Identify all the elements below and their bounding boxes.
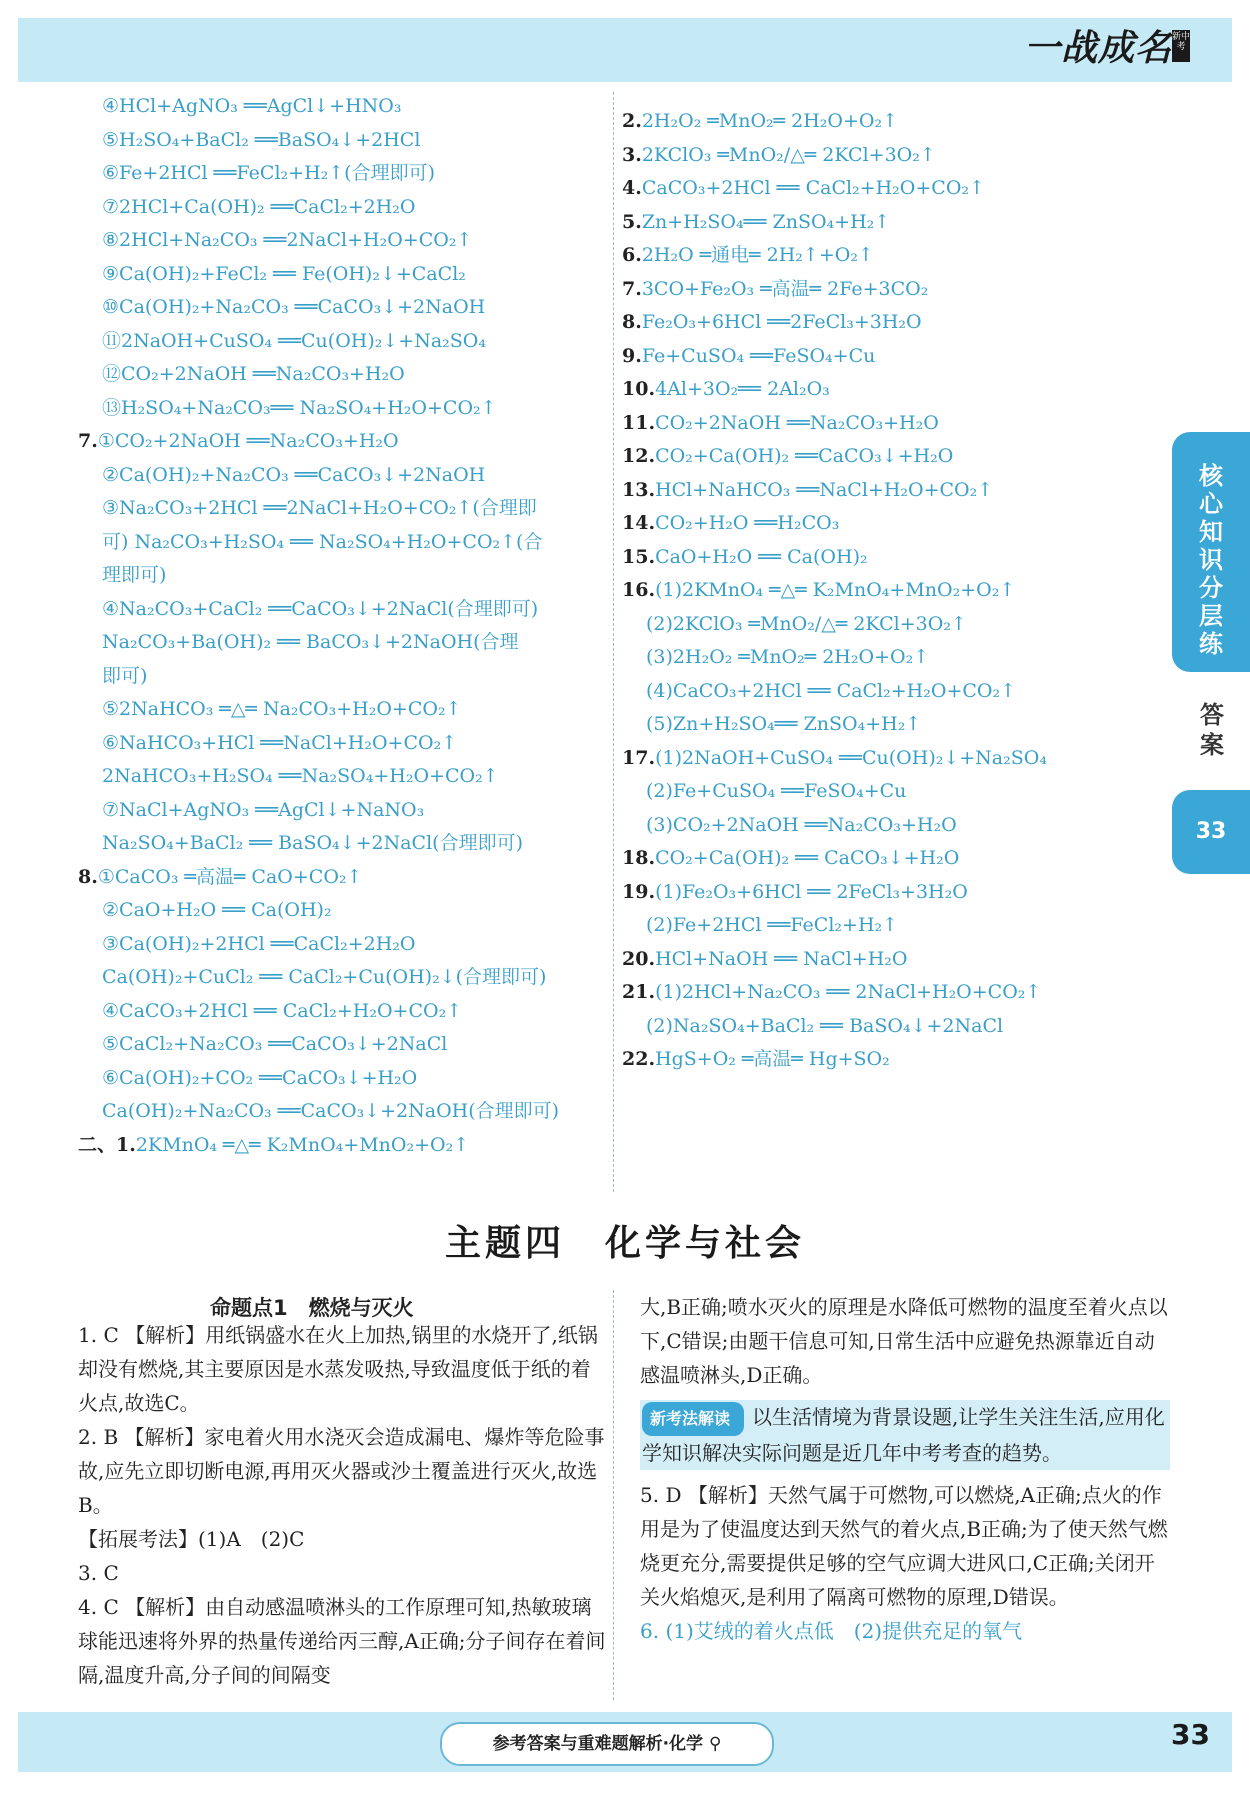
question-number: 8. — [622, 311, 642, 333]
answer-line — [78, 1129, 559, 1163]
section-title: 主题四 化学与社会 — [444, 1223, 805, 1264]
answer-line — [78, 191, 559, 225]
answer-line — [78, 157, 559, 191]
equation-text: Zn+H₂SO₄══ ZnSO₄+H₂↑ — [641, 210, 891, 233]
side-tab-core-practice[interactable] — [1172, 432, 1250, 672]
answer-line — [78, 894, 559, 928]
answer-line — [78, 760, 559, 794]
explanation-paragraph: 4. C 【解析】由自动感温喷淋头的工作原理可知,热敏玻璃球能迅速将外界的热量传递给丙三醇,A正确;分子间存在着间隔,温度升高,分子间的间隔变 — [78, 1595, 606, 1687]
answer-line — [78, 928, 559, 962]
answer-line — [622, 708, 1047, 742]
answer-line — [622, 172, 1047, 206]
question-number: 11. — [622, 411, 656, 434]
equation-text: Ca(OH)₂+CuCl₂ ══ CaCl₂+Cu(OH)₂↓(合理即可) — [102, 966, 547, 988]
answer-line — [622, 440, 1047, 474]
answer-line — [622, 675, 1047, 709]
column-divider — [613, 92, 614, 1192]
equation-text: ⑧2HCl+Na₂CO₃ ══2NaCl+H₂O+CO₂↑ — [102, 229, 473, 251]
answer-line — [78, 124, 559, 158]
answer-line — [78, 827, 559, 861]
question-number: 二、1. — [78, 1133, 136, 1156]
question-number: 2. — [622, 110, 642, 132]
equation-text: CO₂+2NaOH ══Na₂CO₃+H₂O — [655, 411, 939, 434]
equation-text: (2)2KClO₃ ═MnO₂/△═ 2KCl+3O₂↑ — [646, 612, 967, 635]
equation-text: ①CaCO₃ ═高温═ CaO+CO₂↑ — [97, 865, 363, 888]
question-number: 4. — [622, 177, 642, 199]
left-explanations — [78, 1318, 608, 1692]
left-answer-column — [78, 90, 559, 1162]
equation-text: ②Ca(OH)₂+Na₂CO₃ ══CaCO₃↓+2NaOH — [102, 463, 486, 486]
equation-text: CO₂+Ca(OH)₂ ══CaCO₃↓+H₂O — [655, 445, 954, 467]
explanation-4-cont: 大,B正确;喷水灭火的原理是水降低可燃物的温度至着火点以下,C错误;由题干信息可知,日常生活中应避免热源靠近自动感温喷淋头,D正确。 — [640, 1295, 1168, 1387]
equation-text: ⑤H₂SO₄+BaCl₂ ══BaSO₄↓+2HCl — [102, 128, 421, 151]
trend-tag: 新考法解读 — [642, 1402, 744, 1436]
equation-text: (1)2KMnO₄ ═△═ K₂MnO₄+MnO₂+O₂↑ — [655, 579, 1016, 601]
equation-text: Ca(OH)₂+Na₂CO₃ ══CaCO₃↓+2NaOH(合理即可) — [102, 1100, 560, 1122]
equation-text: ⑦2HCl+Ca(OH)₂ ══CaCl₂+2H₂O — [102, 195, 416, 218]
column-divider-lower — [613, 1290, 614, 1700]
equation-text: (1)Fe₂O₃+6HCl ══ 2FeCl₃+3H₂O — [655, 880, 968, 903]
equation-text: ⑥NaHCO₃+HCl ══NaCl+H₂O+CO₂↑ — [102, 731, 458, 754]
answer-line — [622, 976, 1047, 1010]
explanation-paragraph: 2. B 【解析】家电着火用水浇灭会造成漏电、爆炸等危险事故,应先立即切断电源,再用灭火器或沙土覆盖进行灭火,故选B。 — [78, 1425, 605, 1517]
equation-text: Fe+CuSO₄ ══FeSO₄+Cu — [641, 344, 876, 367]
equation-text: ⑥Fe+2HCl ══FeCl₂+H₂↑(合理即可) — [102, 162, 436, 184]
question-number: 9. — [622, 344, 642, 367]
answer-line — [78, 693, 559, 727]
equation-text: (4)CaCO₃+2HCl ══ CaCl₂+H₂O+CO₂↑ — [646, 679, 1017, 702]
equation-text: ⑤CaCl₂+Na₂CO₃ ══CaCO₃↓+2NaCl — [102, 1033, 448, 1055]
question-number: 12. — [622, 445, 656, 467]
equation-text: ⑤2NaHCO₃ ═△═ Na₂CO₃+H₂O+CO₂↑ — [102, 698, 462, 720]
search-icon: ⚲ — [708, 1734, 722, 1754]
question-number: 22. — [622, 1048, 656, 1070]
equation-text: 可) Na₂CO₃+H₂SO₄ ══ Na₂SO₄+H₂O+CO₂↑(合 — [102, 530, 543, 553]
answer-line — [78, 794, 559, 828]
question-number: 19. — [622, 880, 656, 903]
equation-text: ④Na₂CO₃+CaCl₂ ══CaCO₃↓+2NaCl(合理即可) — [102, 597, 539, 620]
answer-line — [78, 593, 559, 627]
equation-text: ④HCl+AgNO₃ ══AgCl↓+HNO₃ — [102, 95, 402, 117]
answer-line — [78, 325, 559, 359]
equation-text: ①CO₂+2NaOH ══Na₂CO₃+H₂O — [97, 430, 399, 452]
equation-text: 2H₂O₂ ═MnO₂═ 2H₂O+O₂↑ — [641, 110, 899, 132]
equation-text: CaO+H₂O ══ Ca(OH)₂ — [655, 545, 868, 568]
equation-text: ②CaO+H₂O ══ Ca(OH)₂ — [102, 899, 332, 921]
question-number: 15. — [622, 545, 656, 568]
equation-text: ③Ca(OH)₂+2HCl ══CaCl₂+2H₂O — [102, 932, 416, 955]
equation-text: (1)2HCl+Na₂CO₃ ══ 2NaCl+H₂O+CO₂↑ — [655, 981, 1042, 1003]
trend-note — [640, 1400, 1170, 1470]
equation-text: CaCO₃+2HCl ══ CaCl₂+H₂O+CO₂↑ — [641, 177, 985, 199]
equation-text: HCl+NaHCO₃ ══NaCl+H₂O+CO₂↑ — [655, 478, 994, 501]
section-subtitle: 命题点1 燃烧与灭火 — [210, 1296, 414, 1320]
equation-text: 4Al+3O₂══ 2Al₂O₃ — [655, 378, 830, 400]
side-tab-char: 心 — [1199, 490, 1223, 518]
answer-line — [78, 358, 559, 392]
equation-text: Fe₂O₃+6HCl ══2FeCl₃+3H₂O — [641, 311, 922, 333]
question-number: 8. — [78, 865, 98, 888]
equation-text: ⑪2NaOH+CuSO₄ ══Cu(OH)₂↓+Na₂SO₄ — [102, 329, 486, 352]
answer-line — [78, 258, 559, 292]
side-tab-char: 知 — [1199, 518, 1223, 546]
answer-line — [622, 306, 1047, 340]
answer-line — [622, 373, 1047, 407]
question-number: 17. — [622, 746, 656, 769]
explanation-5: 5. D 【解析】天然气属于可燃物,可以燃烧,A正确;点火的作用是为了使温度达到天然气的着火点,B正确;为了使天然气燃烧更充分,需要提供足够的空气应调大进风口,C正确;关闭开关火焰熄灭,是利用了隔离可燃物的原理,D错误。 — [640, 1483, 1168, 1609]
answer-line — [622, 239, 1047, 273]
question-number: 20. — [622, 947, 656, 970]
equation-text: 2NaHCO₃+H₂SO₄ ══Na₂SO₄+H₂O+CO₂↑ — [102, 765, 499, 787]
question-number: 7. — [78, 430, 98, 452]
answer-line — [78, 459, 559, 493]
question-number: 10. — [622, 378, 656, 400]
answer-line — [622, 541, 1047, 575]
page-number: 33 — [1171, 1718, 1210, 1751]
equation-text: 理即可) — [102, 564, 167, 586]
brand-tag: 新中考 — [1172, 30, 1190, 62]
answer-line — [622, 273, 1047, 307]
answer-line — [622, 742, 1047, 776]
answer-line — [78, 1062, 559, 1096]
question-number: 6. — [622, 244, 642, 266]
equation-text: 3CO+Fe₂O₃ ═高温═ 2Fe+3CO₂ — [641, 277, 929, 300]
question-number: 14. — [622, 512, 656, 534]
answer-line — [78, 90, 559, 124]
answer-line — [622, 206, 1047, 240]
side-page-tab[interactable]: 33 — [1172, 790, 1250, 874]
footer-title — [440, 1722, 774, 1766]
trend-text: 以生活情境为背景设题,让学生关注生活,应用化学知识解决实际问题是近几年中考考查的趋势。 — [642, 1405, 1165, 1465]
equation-text: ③Na₂CO₃+2HCl ══2NaCl+H₂O+CO₂↑(合理即 — [102, 497, 537, 519]
answer-line — [622, 574, 1047, 608]
explanation-paragraph: 【拓展考法】(1)A (2)C — [78, 1527, 305, 1551]
brand-logo: 一战成名 — [1023, 28, 1172, 69]
question-number: 3. — [622, 143, 642, 166]
answer-line — [78, 392, 559, 426]
equation-text: ⑨Ca(OH)₂+FeCl₂ ══ Fe(OH)₂↓+CaCl₂ — [102, 262, 466, 285]
answer-line — [622, 876, 1047, 910]
equation-text: 即可) — [102, 664, 148, 687]
equation-text: Na₂SO₄+BaCl₂ ══ BaSO₄↓+2NaCl(合理即可) — [102, 832, 523, 854]
side-tab-char: 核 — [1199, 462, 1223, 490]
answer-line — [622, 105, 1047, 139]
answer-line — [78, 961, 559, 995]
equation-text: 2KMnO₄ ═△═ K₂MnO₄+MnO₂+O₂↑ — [135, 1133, 470, 1156]
answer-6: 6. (1)艾绒的着火点低 (2)提供充足的氧气 — [640, 1619, 1023, 1643]
explanation-paragraph: 3. C — [78, 1561, 119, 1585]
equation-text: ⑩Ca(OH)₂+Na₂CO₃ ══CaCO₃↓+2NaOH — [102, 296, 486, 318]
equation-text: ④CaCO₃+2HCl ══ CaCl₂+H₂O+CO₂↑ — [102, 999, 463, 1022]
equation-text: (2)Fe+2HCl ══FeCl₂+H₂↑ — [646, 914, 899, 936]
equation-text: (3)2H₂O₂ ═MnO₂═ 2H₂O+O₂↑ — [646, 646, 930, 668]
answer-line — [78, 492, 559, 526]
side-tab-char: 分 — [1199, 574, 1223, 602]
equation-text: CO₂+Ca(OH)₂ ══ CaCO₃↓+H₂O — [655, 847, 960, 869]
question-number: 5. — [622, 210, 642, 233]
side-tab-char: 层 — [1199, 602, 1223, 630]
question-number: 13. — [622, 478, 656, 501]
answer-line — [622, 809, 1047, 843]
equation-text: ⑦NaCl+AgNO₃ ══AgCl↓+NaNO₃ — [102, 798, 425, 821]
answer-line — [622, 842, 1047, 876]
answer-line — [622, 474, 1047, 508]
answer-line — [78, 291, 559, 325]
right-explanations — [640, 1290, 1170, 1648]
equation-text: (1)2NaOH+CuSO₄ ══Cu(OH)₂↓+Na₂SO₄ — [655, 746, 1047, 769]
question-number: 16. — [622, 579, 656, 601]
equation-text: HgS+O₂ ═高温═ Hg+SO₂ — [655, 1048, 890, 1070]
side-tab-char: 识 — [1199, 546, 1223, 574]
answer-line — [622, 775, 1047, 809]
answer-line — [78, 861, 559, 895]
side-answer-label: 答案 — [1200, 701, 1224, 759]
answer-line — [622, 608, 1047, 642]
answer-line — [78, 660, 559, 694]
answer-line — [78, 224, 559, 258]
question-number: 7. — [622, 277, 642, 300]
question-number: 21. — [622, 981, 656, 1003]
equation-text: ⑫CO₂+2NaOH ══Na₂CO₃+H₂O — [102, 363, 405, 385]
answer-line — [78, 1095, 559, 1129]
footer-title-text: 参考答案与重难题解析·化学 — [492, 1734, 704, 1754]
equation-text: (5)Zn+H₂SO₄══ ZnSO₄+H₂↑ — [646, 713, 922, 735]
answer-line — [622, 340, 1047, 374]
answer-line — [78, 425, 559, 459]
answer-line — [622, 943, 1047, 977]
answer-line — [78, 559, 559, 593]
answer-line — [622, 641, 1047, 675]
answer-line — [622, 1043, 1047, 1077]
side-tab-char: 练 — [1199, 630, 1223, 658]
answer-line — [78, 526, 559, 560]
answer-line — [78, 995, 559, 1029]
equation-text: CO₂+H₂O ══H₂CO₃ — [655, 512, 840, 534]
explanation-paragraph: 1. C 【解析】用纸锅盛水在火上加热,锅里的水烧开了,纸锅却没有燃烧,其主要原因是水蒸发吸热,导致温度低于纸的着火点,故选C。 — [78, 1323, 598, 1415]
equation-text: ⑥Ca(OH)₂+CO₂ ══CaCO₃↓+H₂O — [102, 1066, 418, 1089]
equation-text: (2)Na₂SO₄+BaCl₂ ══ BaSO₄↓+2NaCl — [646, 1014, 1004, 1037]
answer-line — [622, 407, 1047, 441]
answer-line — [78, 727, 559, 761]
right-answer-column — [622, 105, 1047, 1077]
equation-text: (3)CO₂+2NaOH ══Na₂CO₃+H₂O — [646, 813, 957, 836]
answer-line — [78, 1028, 559, 1062]
answer-line — [622, 507, 1047, 541]
equation-text: Na₂CO₃+Ba(OH)₂ ══ BaCO₃↓+2NaOH(合理 — [102, 631, 519, 653]
equation-text: ⑬H₂SO₄+Na₂CO₃══ Na₂SO₄+H₂O+CO₂↑ — [102, 396, 497, 419]
answer-line — [78, 626, 559, 660]
equation-text: 2KClO₃ ═MnO₂/△═ 2KCl+3O₂↑ — [641, 143, 936, 166]
answer-line — [622, 1010, 1047, 1044]
question-number: 18. — [622, 847, 656, 869]
equation-text: HCl+NaOH ══ NaCl+H₂O — [655, 947, 908, 970]
answer-line — [622, 139, 1047, 173]
equation-text: 2H₂O ═通电═ 2H₂↑+O₂↑ — [641, 244, 874, 266]
equation-text: (2)Fe+CuSO₄ ══FeSO₄+Cu — [646, 780, 907, 802]
answer-line — [622, 909, 1047, 943]
